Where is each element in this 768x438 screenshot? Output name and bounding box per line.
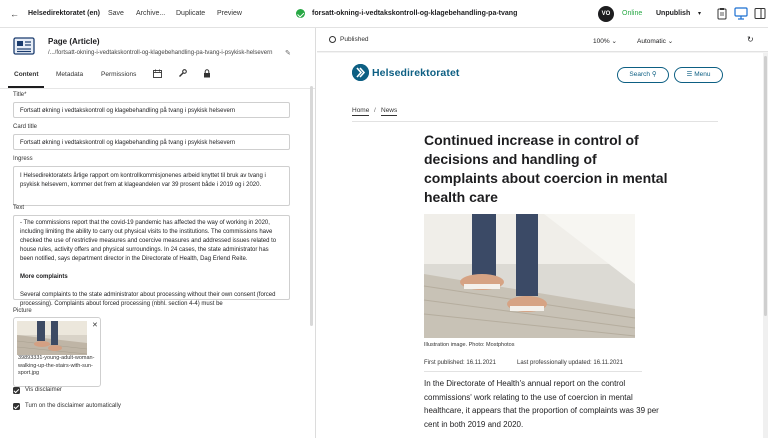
- card-title-label: Card title: [13, 124, 38, 130]
- close-icon[interactable]: ✕: [92, 322, 98, 329]
- text-paragraph: - The commissions report that the covid-19 pandemic has affected the way of working in 2020, including limiting the ability to carry out physical visits to the institutions. The commissions have checked the use of restrictive measures and coercive measures and addressed issues related to house rules, activity offers and physical surroundings. In 24 cases, the state administrator has been notified, says department director in the Directorate of Health, Dag Erlend Reite.: [20, 220, 277, 262]
- preview-button[interactable]: Preview: [217, 10, 242, 17]
- vis-disclaimer-label: Vis disclaimer: [25, 387, 62, 393]
- picture-label: Picture: [13, 308, 32, 314]
- zoom-select[interactable]: [593, 37, 617, 45]
- menu-button[interactable]: [674, 67, 723, 83]
- hamburger-icon: ☰: [686, 71, 693, 78]
- search-icon: ⚲: [651, 71, 657, 78]
- save-button[interactable]: Save: [108, 10, 124, 17]
- editor-scrollbar[interactable]: [310, 86, 313, 326]
- monitor-icon[interactable]: [734, 7, 748, 20]
- vis-disclaimer-checkbox[interactable]: [13, 387, 20, 394]
- site-name: Helsedirektoratet (en): [28, 10, 100, 17]
- search-label: Search: [629, 71, 651, 78]
- preview-toolbar: [317, 28, 768, 52]
- article-headline: Continued increase in control of decisions and handling of complaints about coercion in mental health care: [424, 132, 668, 205]
- picture-filename: 39893331-young-adult-woman-walking-up-the-stairs-with-sun-sport.jpg: [18, 355, 95, 376]
- clock-icon: [329, 36, 336, 43]
- search-button[interactable]: [617, 67, 669, 83]
- auto-disclaimer-checkbox[interactable]: [13, 403, 20, 410]
- breadcrumb-news[interactable]: [381, 107, 397, 114]
- chevron-down-icon: ⌄: [667, 38, 674, 45]
- title-input[interactable]: Fortsatt økning i vedtakskontroll og klagebehandling på tvang i psykisk helsevern: [13, 102, 290, 118]
- editor-panel: [0, 28, 316, 438]
- breadcrumb-home[interactable]: [352, 107, 369, 114]
- auto-disclaimer-label: Turn on the disclaimer automatically: [25, 403, 121, 409]
- text-paragraph: Several complaints to the state administrator about processing without their own consent (forced processing). Complaints about forced processing (nbhl. section 4-4) must be: [20, 292, 276, 307]
- preview-panel: [317, 28, 768, 438]
- layout-panel-icon[interactable]: [754, 7, 766, 20]
- tab-permissions[interactable]: Permissions: [101, 71, 137, 78]
- picture-card[interactable]: [13, 317, 101, 387]
- device-mode-value: Automatic: [637, 38, 666, 45]
- online-status: Online: [622, 10, 643, 17]
- status-check-icon: [296, 9, 305, 18]
- tabs-divider: [0, 88, 315, 89]
- clipboard-icon[interactable]: [716, 7, 728, 20]
- logo-text[interactable]: Helsedirektoratet: [372, 67, 460, 79]
- page-title: Page (Article): [48, 37, 100, 46]
- avatar[interactable]: VO: [598, 6, 614, 22]
- page-article-icon: [13, 37, 35, 55]
- breadcrumb-home-label: Home: [352, 107, 370, 114]
- first-published: First published: 16.11.2021: [424, 360, 496, 366]
- page-path: /.../fortsatt-okning-i-vedtakskontroll-og-klagebehandling-pa-tvang-i-psykisk-helsevern: [48, 50, 273, 56]
- ingress-textarea[interactable]: I Helsedirektoratets årlige rapport om kontrollkommisjonenes arbeid knyttet til bruk av tvang i psykisk helsevern, kommer det frem at klageandelen var 39 prosent både i 2019 og i 2020.: [13, 166, 290, 206]
- ingress-label: Ingress: [13, 156, 33, 162]
- chevron-down-icon: ⌄: [611, 38, 617, 45]
- calendar-icon[interactable]: [153, 69, 162, 78]
- zoom-value: 100%: [593, 38, 610, 45]
- preview-scrollbar[interactable]: [764, 56, 767, 316]
- title-label: Title*: [13, 92, 27, 98]
- article-hero-image: [424, 214, 635, 338]
- breadcrumb-news-label: News: [381, 107, 398, 114]
- duplicate-button[interactable]: Duplicate: [176, 10, 206, 17]
- refresh-icon[interactable]: ↻: [747, 35, 754, 44]
- arrow-left-icon[interactable]: ←: [10, 9, 19, 19]
- breadcrumb-divider: [352, 121, 718, 122]
- card-title-input[interactable]: Fortsatt økning i vedtakskontroll og klagebehandling på tvang i psykisk helsevern: [13, 134, 290, 150]
- breadcrumb-separator: /: [374, 107, 376, 114]
- top-bar: [0, 0, 768, 28]
- article-lead: In the Directorate of Health's annual report on the control commissions' work relating to the use of coercion in mental healthcare, it appears that the proportion of complaints was 39 per cent in both 2019 and 2020.: [424, 379, 659, 429]
- picture-thumbnail: [17, 321, 87, 355]
- pencil-icon[interactable]: ✎: [285, 50, 291, 57]
- content-path: forsatt-okning-i-vedtakskontroll-og-klagebehandling-pa-tvang: [312, 10, 518, 17]
- image-caption: Illustration image. Photo: Mostphotos: [424, 342, 515, 348]
- text-label: Text: [13, 205, 25, 211]
- site-preview: [317, 53, 763, 438]
- archive-button[interactable]: Archive...: [136, 10, 166, 17]
- meta-divider: [424, 371, 642, 372]
- tab-content[interactable]: Content: [14, 71, 39, 78]
- preview-status: Published: [340, 36, 369, 43]
- lock-icon[interactable]: [203, 69, 211, 78]
- helsedirektoratet-logo[interactable]: [352, 64, 369, 81]
- text-editor[interactable]: [13, 215, 290, 307]
- unpublish-button[interactable]: Unpublish: [656, 10, 691, 17]
- wrench-icon[interactable]: [178, 69, 187, 78]
- chevron-down-icon[interactable]: ▾: [698, 11, 702, 17]
- last-updated: Last professionally updated: 16.11.2021: [517, 360, 623, 366]
- text-subheading: More complaints: [20, 274, 68, 280]
- device-mode-select[interactable]: [637, 37, 673, 45]
- tab-metadata[interactable]: Metadata: [56, 71, 84, 78]
- menu-label: Menu: [694, 71, 711, 78]
